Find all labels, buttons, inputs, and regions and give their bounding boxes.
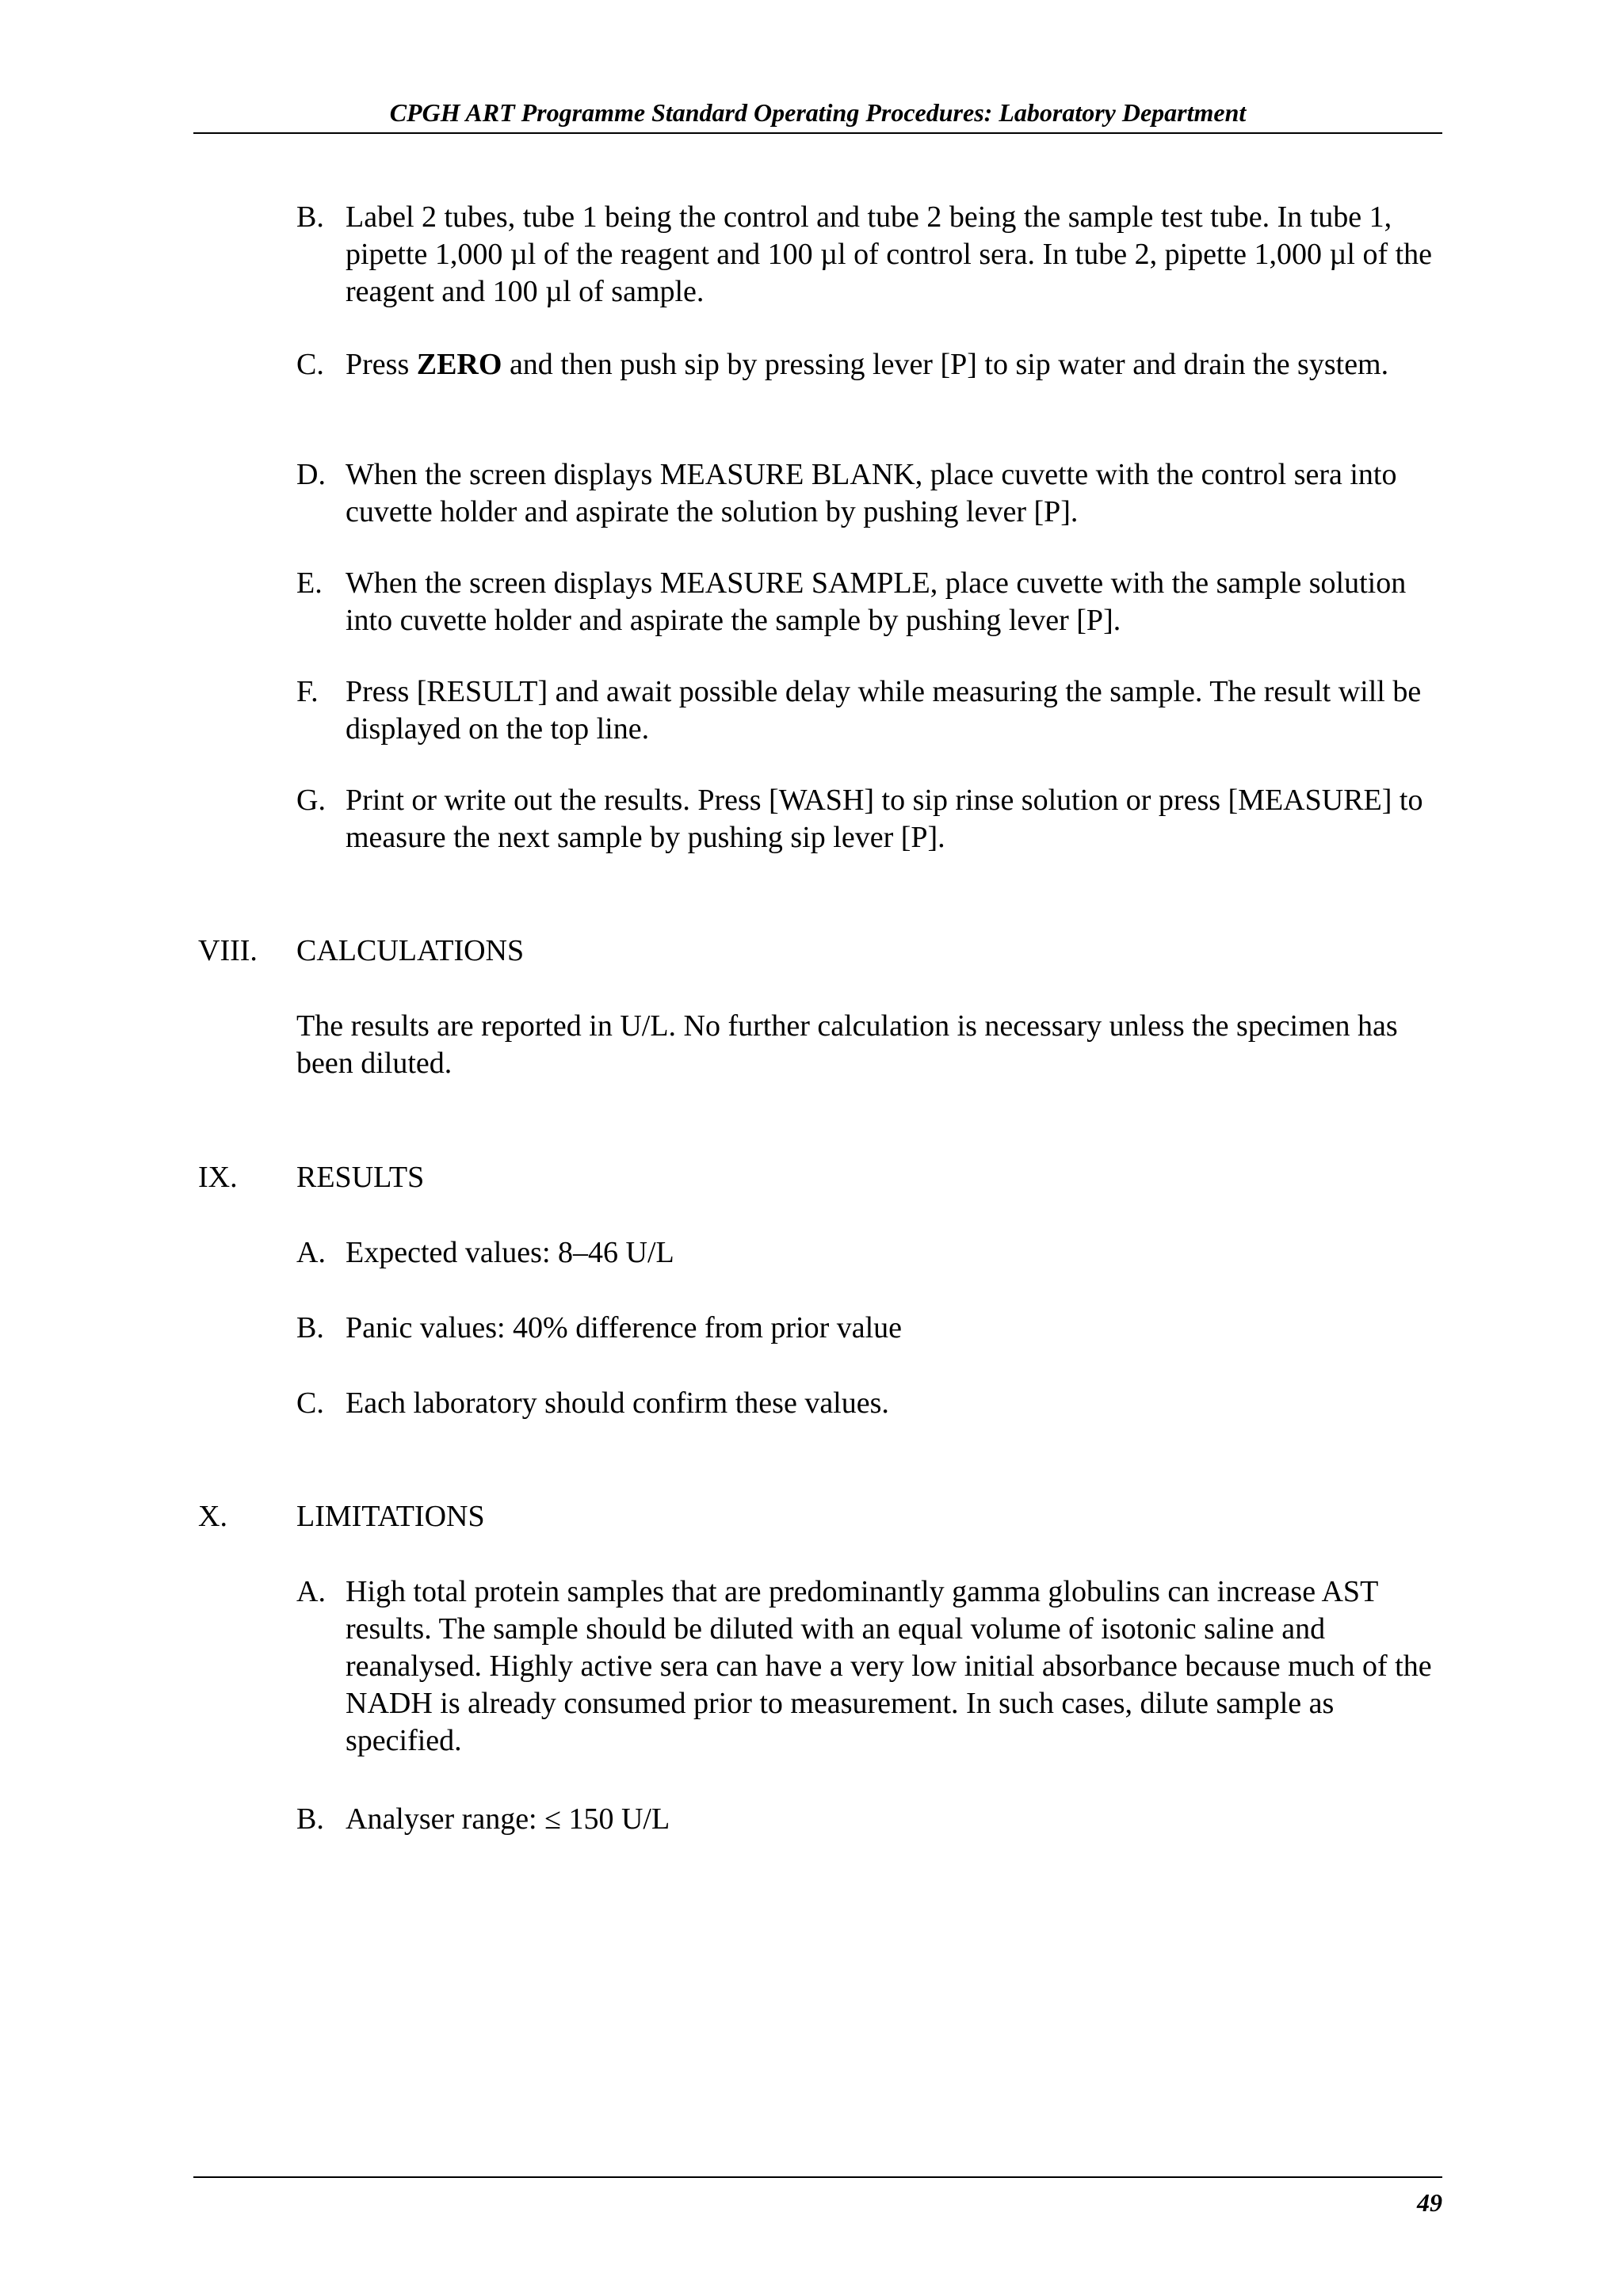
procedure-item-d bbox=[296, 456, 1442, 531]
section-title: CALCULATIONS bbox=[296, 934, 525, 967]
item-text: Label 2 tubes, tube 1 being the control and tube 2 being the sample test tube. In tube 1, pipette 1,000 µl of the reagent and 100 µl of control sera. In tube 2, pipette 1,000 µl of the reagent and 100 µl of sample. bbox=[346, 200, 1433, 308]
item-letter: B. bbox=[296, 1311, 324, 1344]
item-text: Each laboratory should confirm these values. bbox=[346, 1386, 889, 1420]
section-title: RESULTS bbox=[296, 1161, 425, 1194]
item-letter: E. bbox=[296, 566, 323, 600]
section-title: LIMITATIONS bbox=[296, 1500, 485, 1533]
item-text-after: and then push sip by pressing lever [P] to sip water and drain the system. bbox=[502, 348, 1389, 381]
procedure-item-g bbox=[296, 782, 1442, 856]
item-letter: C. bbox=[296, 348, 324, 381]
item-letter: D. bbox=[296, 458, 326, 491]
item-text: Panic values: 40% difference from prior value bbox=[346, 1311, 903, 1344]
item-text: Analyser range: ≤ 150 U/L bbox=[346, 1802, 670, 1836]
procedure-item-e bbox=[296, 565, 1442, 639]
procedure-item-b bbox=[296, 199, 1442, 311]
section-numeral: IX. bbox=[198, 1161, 238, 1194]
item-text: High total protein samples that are predominantly gamma globulins can increase AST results. The sample should be diluted with an equal volume of isotonic saline and reanalysed. Highly active sera can have a very low initial absorbance because much of the NADH is already consumed prior to measurement. In such cases, dilute sample as specified. bbox=[346, 1575, 1432, 1757]
section-numeral: VIII. bbox=[198, 934, 258, 967]
item-letter: C. bbox=[296, 1386, 324, 1420]
footer-rule bbox=[193, 2176, 1442, 2178]
running-header: CPGH ART Programme Standard Operating Procedures: Laboratory Department bbox=[389, 98, 1247, 127]
calculations-paragraph: The results are reported in U/L. No further calculation is necessary unless the specimen has been diluted. bbox=[296, 1009, 1398, 1080]
header-rule bbox=[193, 132, 1442, 134]
zero-key-label: ZERO bbox=[416, 348, 502, 381]
item-text: When the screen displays MEASURE BLANK, place cuvette with the control sera into cuvette holder and aspirate the solution by pushing lever [P]. bbox=[346, 458, 1397, 528]
item-letter: A. bbox=[296, 1236, 326, 1269]
item-text bbox=[346, 346, 1442, 383]
item-text-before: Press bbox=[346, 348, 417, 381]
section-numeral: X. bbox=[198, 1500, 227, 1533]
results-item-b bbox=[296, 1310, 1442, 1347]
item-letter: G. bbox=[296, 784, 326, 817]
results-item-c bbox=[296, 1385, 1442, 1422]
item-letter: F. bbox=[296, 675, 319, 708]
item-text: When the screen displays MEASURE SAMPLE, place cuvette with the sample solution into cuvette holder and aspirate the sample by pushing lever [P]. bbox=[346, 566, 1407, 637]
item-text: Expected values: 8–46 U/L bbox=[346, 1236, 674, 1269]
item-text: Print or write out the results. Press [WASH] to sip rinse solution or press [MEASURE] to measure the next sample by pushing sip lever [P]. bbox=[346, 784, 1423, 854]
results-item-a bbox=[296, 1234, 1442, 1272]
procedure-item-f bbox=[296, 673, 1442, 748]
item-text: Press [RESULT] and await possible delay while measuring the sample. The result will be displayed on the top line. bbox=[346, 675, 1422, 746]
limitations-item-b bbox=[296, 1801, 1442, 1838]
page-number: 49 bbox=[1417, 2188, 1442, 2217]
procedure-item-c bbox=[296, 346, 1442, 383]
item-letter: A. bbox=[296, 1575, 326, 1608]
limitations-item-a bbox=[296, 1573, 1442, 1760]
item-letter: B. bbox=[296, 200, 324, 234]
item-letter: B. bbox=[296, 1802, 324, 1836]
